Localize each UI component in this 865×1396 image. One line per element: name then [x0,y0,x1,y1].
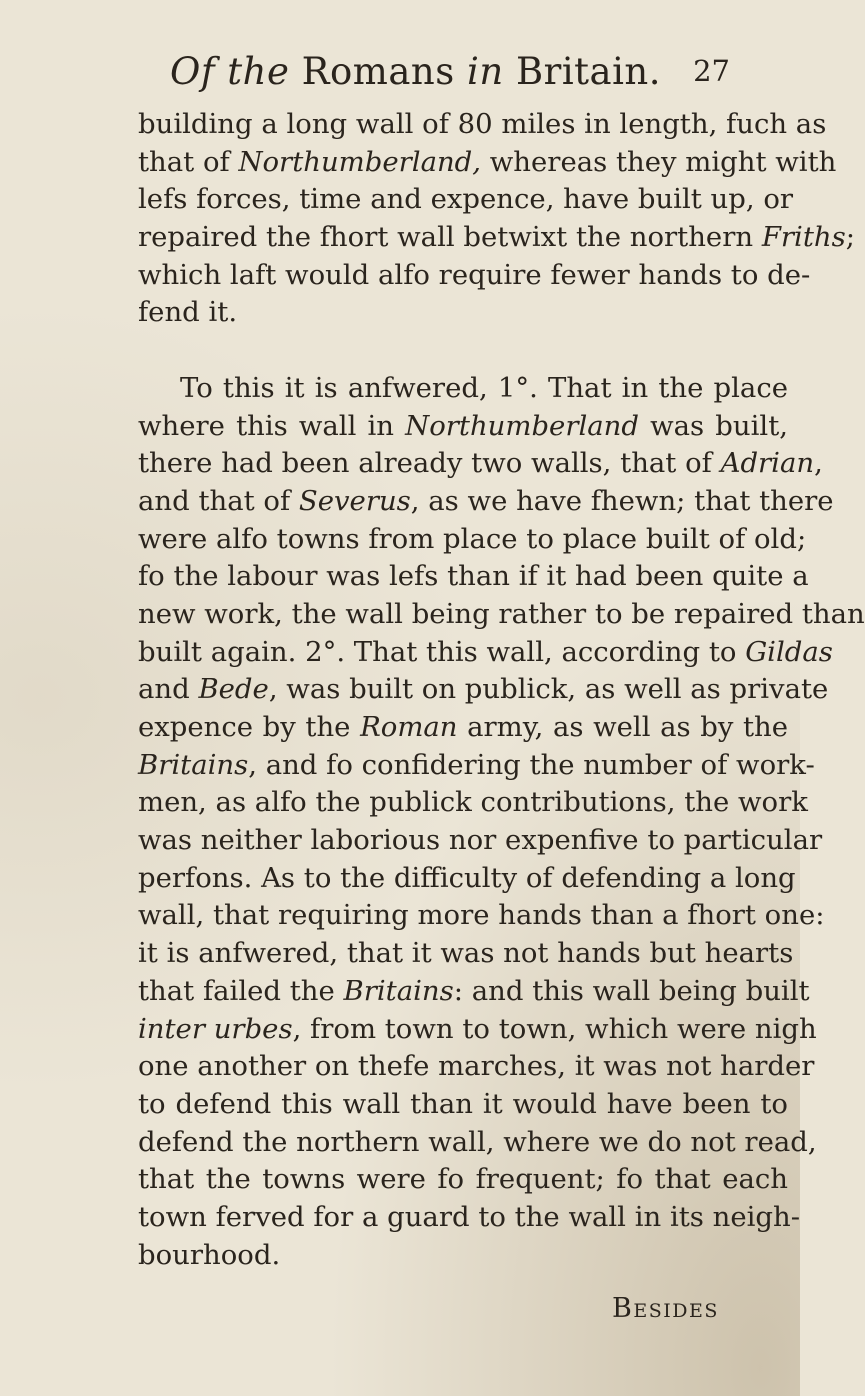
text-segment: whereas they might with [481,145,837,178]
text-line [138,747,815,785]
text-line [138,897,825,935]
text-segment: , from town to town, which were nigh [292,1012,817,1045]
text-segment: new work, the wall being rather to be repaired than [138,597,865,630]
text-segment: were alfo towns from place to place built of old; [138,522,807,555]
italic-text: Friths [761,221,846,254]
text-segment: was neither laborious nor expenfive to particular [138,824,823,857]
text-line [138,860,796,898]
italic-text: Britains [138,748,249,781]
text-line [138,709,788,747]
text-segment: that of [138,145,239,178]
text-line [138,1237,788,1275]
text-line [138,1011,817,1049]
running-head-part: in [467,50,504,93]
italic-text: inter urbes [138,1012,293,1045]
text-segment: expence by the [138,711,361,743]
text-line [138,521,807,559]
text-line [138,596,865,634]
running-head-part: Britain. [503,50,662,93]
text-line [138,257,811,295]
text-segment: there had been already two walls, that of [138,447,721,480]
text-line [138,144,837,182]
text-segment: where this wall in [138,409,406,442]
text-line [138,1199,801,1237]
text-line [138,1124,817,1162]
text-segment: repaired the fhort wall betwixt the northern [138,221,762,254]
text-segment: it is anfwered, that it was not hands but hearts [138,937,794,970]
text-segment: defend the northern wall, where we do not read, [138,1125,817,1158]
text-segment: one another on thefe marches, it was not harder [138,1050,815,1083]
running-head-part: Romans [289,50,468,93]
text-line [138,973,810,1011]
text-line [138,483,834,521]
text-line [138,822,823,860]
text-segment: men, as alfo the publick contributions, the work [138,786,808,819]
text-segment: : and this wall being built [453,974,810,1007]
italic-text: Bede [198,673,269,706]
text-segment: , was built on publick, as well as private [268,673,829,706]
text-segment: town ferved for a guard to the wall in its neigh- [138,1200,801,1233]
italic-text: Northumberland, [238,145,482,178]
italic-text: Roman [360,711,458,743]
text-segment: fo the labour was lefs than if it had been quite a [138,560,809,593]
text-segment: , as we have fhewn; that there [410,484,834,517]
catchword: Besides [612,1293,719,1324]
text-line [138,784,808,822]
text-segment: , [814,447,823,480]
italic-text: Britains [343,974,454,1007]
text-segment: To this it is anfwered, 1°. That in the place [180,371,788,404]
text-segment: was built, [639,409,788,442]
text-segment: army, as well as by the [457,711,789,743]
body-text [138,106,865,1274]
text-segment: to defend this wall than it would have been to [138,1087,788,1120]
italic-text: Gildas [745,635,833,668]
text-line [138,181,794,219]
text-line [138,370,788,408]
text-line [138,935,794,973]
text-line [138,634,833,672]
text-line [138,445,823,483]
page-header [170,50,730,104]
text-segment: that the towns were fo frequent; fo that each [138,1163,788,1196]
italic-text: Adrian [720,447,815,480]
text-line [138,294,788,332]
text-line [138,408,788,446]
text-line [138,671,829,709]
running-head-part: Of the [170,50,290,93]
text-segment: built again. 2°. That this wall, according to [138,635,746,668]
text-line [138,1048,815,1086]
text-segment: fend it. [138,296,238,329]
italic-text: Severus [298,484,411,517]
text-segment: and [138,673,199,706]
text-line [138,558,809,596]
text-segment: and that of [138,484,299,517]
text-segment: bourhood. [138,1238,281,1271]
text-segment: perfons. As to the difficulty of defending a long [138,861,796,894]
text-segment: building a long wall of 80 miles in length, fuch as [138,108,827,140]
paragraph-gap [138,332,788,370]
page-number: 27 [693,54,730,88]
text-segment: , and fo confidering the number of work- [248,748,815,781]
text-line [138,1161,788,1199]
text-line [138,1086,788,1124]
text-segment: wall, that requiring more hands than a fhort one: [138,899,825,932]
text-segment: that failed the [138,974,344,1007]
text-line [138,219,855,257]
running-head [170,50,661,93]
text-segment: ; [845,221,855,254]
text-line [138,106,827,144]
text-segment: which laft would alfo require fewer hands to de- [138,258,811,291]
text-segment: lefs forces, time and expence, have built up, or [138,183,794,216]
italic-text: Northumberland [405,409,639,442]
